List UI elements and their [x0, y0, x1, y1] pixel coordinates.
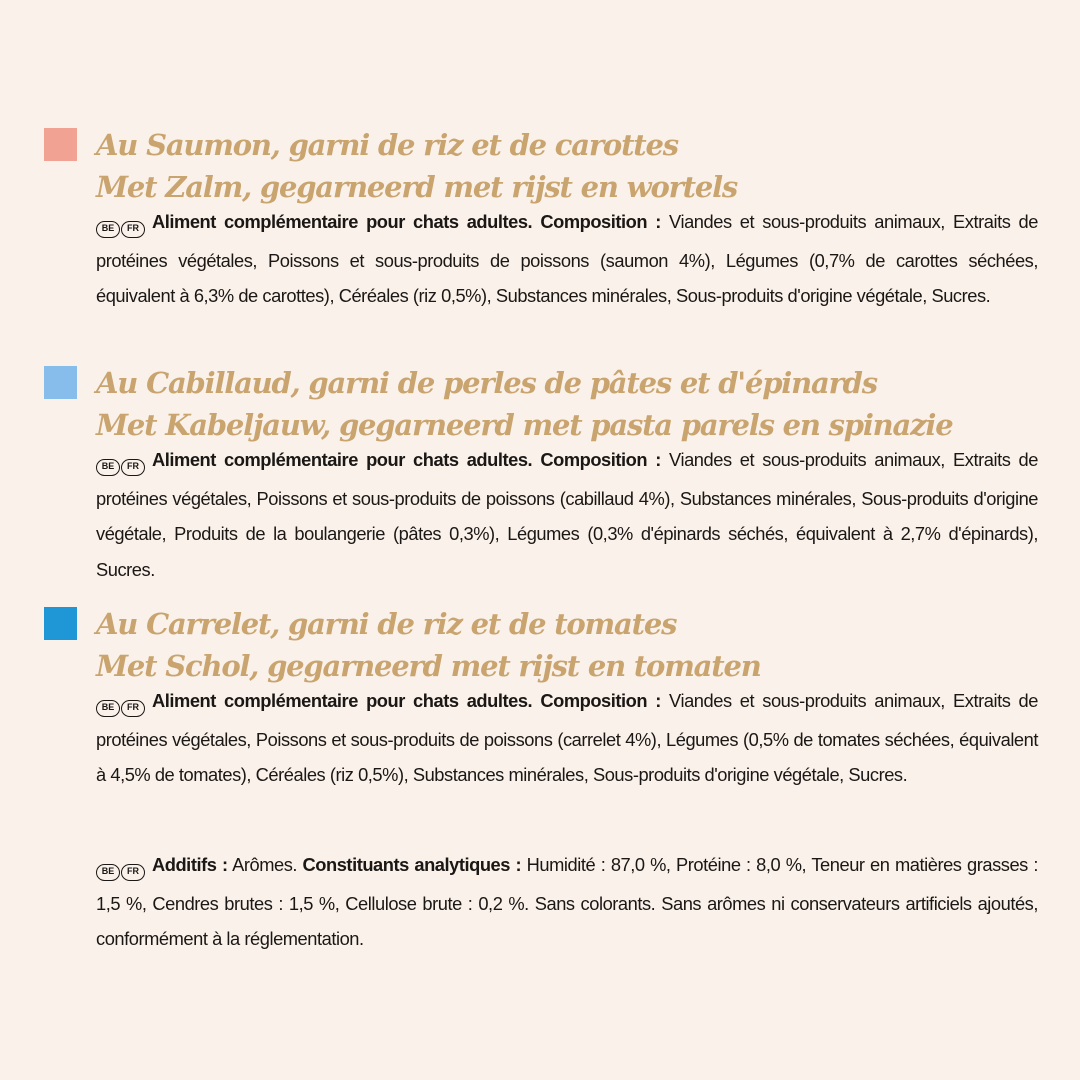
- be-badge-icon: BE: [96, 700, 120, 717]
- product-type-label: Aliment complémentaire pour chats adultes.: [152, 449, 533, 470]
- composition-list: Viandes et sous-produits animaux, Extraits de protéines végétales, Poissons et sous-produits de poissons (cabillaud 4%), Substances minérales, Sous-produits d'origine végétale, Produits de la boulangerie (pâtes 0,3%), Légumes (0,3% d'épinards séchés, équivalent à 2,7% d'épinards), Sucres.: [96, 449, 1038, 580]
- be-badge-icon: BE: [96, 221, 120, 238]
- analytic-label: Constituants analytiques :: [302, 854, 522, 875]
- additives-text: Arômes.: [232, 854, 298, 875]
- color-swatch-cod: [44, 366, 77, 399]
- composition-list: Viandes et sous-produits animaux, Extraits de protéines végétales, Poissons et sous-produits de poissons (saumon 4%), Légumes (0,7% de carottes séchées, équivalent à 6,3% de carottes), Céréales (riz 0,5%), Substances minérales, Sous-produits d'origine végétale, Sucres.: [96, 211, 1038, 306]
- country-badges: [96, 207, 146, 243]
- composition-text: [96, 442, 1038, 587]
- title-nl: Met Schol, gegarneerd met rijst en tomaten: [96, 649, 761, 683]
- recipe-title: [96, 124, 1046, 208]
- analytical-constituents: [96, 847, 1038, 957]
- title-nl: Met Zalm, gegarneerd met rijst en wortels: [96, 170, 738, 204]
- title-fr: Au Saumon, garni de riz et de carottes: [96, 128, 678, 162]
- fr-badge-icon: FR: [121, 221, 145, 238]
- country-badges: [96, 445, 146, 481]
- country-badges: [96, 686, 146, 722]
- title-fr: Au Cabillaud, garni de perles de pâtes et d'épinards: [96, 366, 877, 400]
- composition-label: Composition :: [540, 690, 661, 711]
- fr-badge-icon: FR: [121, 864, 145, 881]
- recipe-title: [96, 362, 1046, 446]
- composition-text: [96, 683, 1038, 793]
- color-swatch-plaice: [44, 607, 77, 640]
- additives-label: Additifs :: [152, 854, 228, 875]
- color-swatch-salmon: [44, 128, 77, 161]
- product-type-label: Aliment complémentaire pour chats adultes.: [152, 211, 533, 232]
- country-badges: [96, 850, 146, 886]
- recipe-title: [96, 603, 1046, 687]
- analytic-text: Humidité : 87,0 %, Protéine : 8,0 %, Teneur en matières grasses : 1,5 %, Cendres brutes : 1,5 %, Cellulose brute : 0,2 %. Sans colorants. Sans arômes ni conservateurs artificiels ajoutés, conformément à la réglementation.: [96, 854, 1039, 949]
- title-fr: Au Carrelet, garni de riz et de tomates: [96, 607, 677, 641]
- composition-label: Composition :: [540, 449, 661, 470]
- composition-label: Composition :: [540, 211, 661, 232]
- composition-text: [96, 204, 1038, 314]
- be-badge-icon: BE: [96, 459, 120, 476]
- title-nl: Met Kabeljauw, gegarneerd met pasta parels en spinazie: [96, 408, 953, 442]
- fr-badge-icon: FR: [121, 700, 145, 717]
- be-badge-icon: BE: [96, 864, 120, 881]
- product-type-label: Aliment complémentaire pour chats adultes.: [152, 690, 533, 711]
- fr-badge-icon: FR: [121, 459, 145, 476]
- composition-list: Viandes et sous-produits animaux, Extraits de protéines végétales, Poissons et sous-produits de poissons (carrelet 4%), Légumes (0,5% de tomates séchées, équivalent à 4,5% de tomates), Céréales (riz 0,5%), Substances minérales, Sous-produits d'origine végétale, Sucres.: [96, 690, 1038, 785]
